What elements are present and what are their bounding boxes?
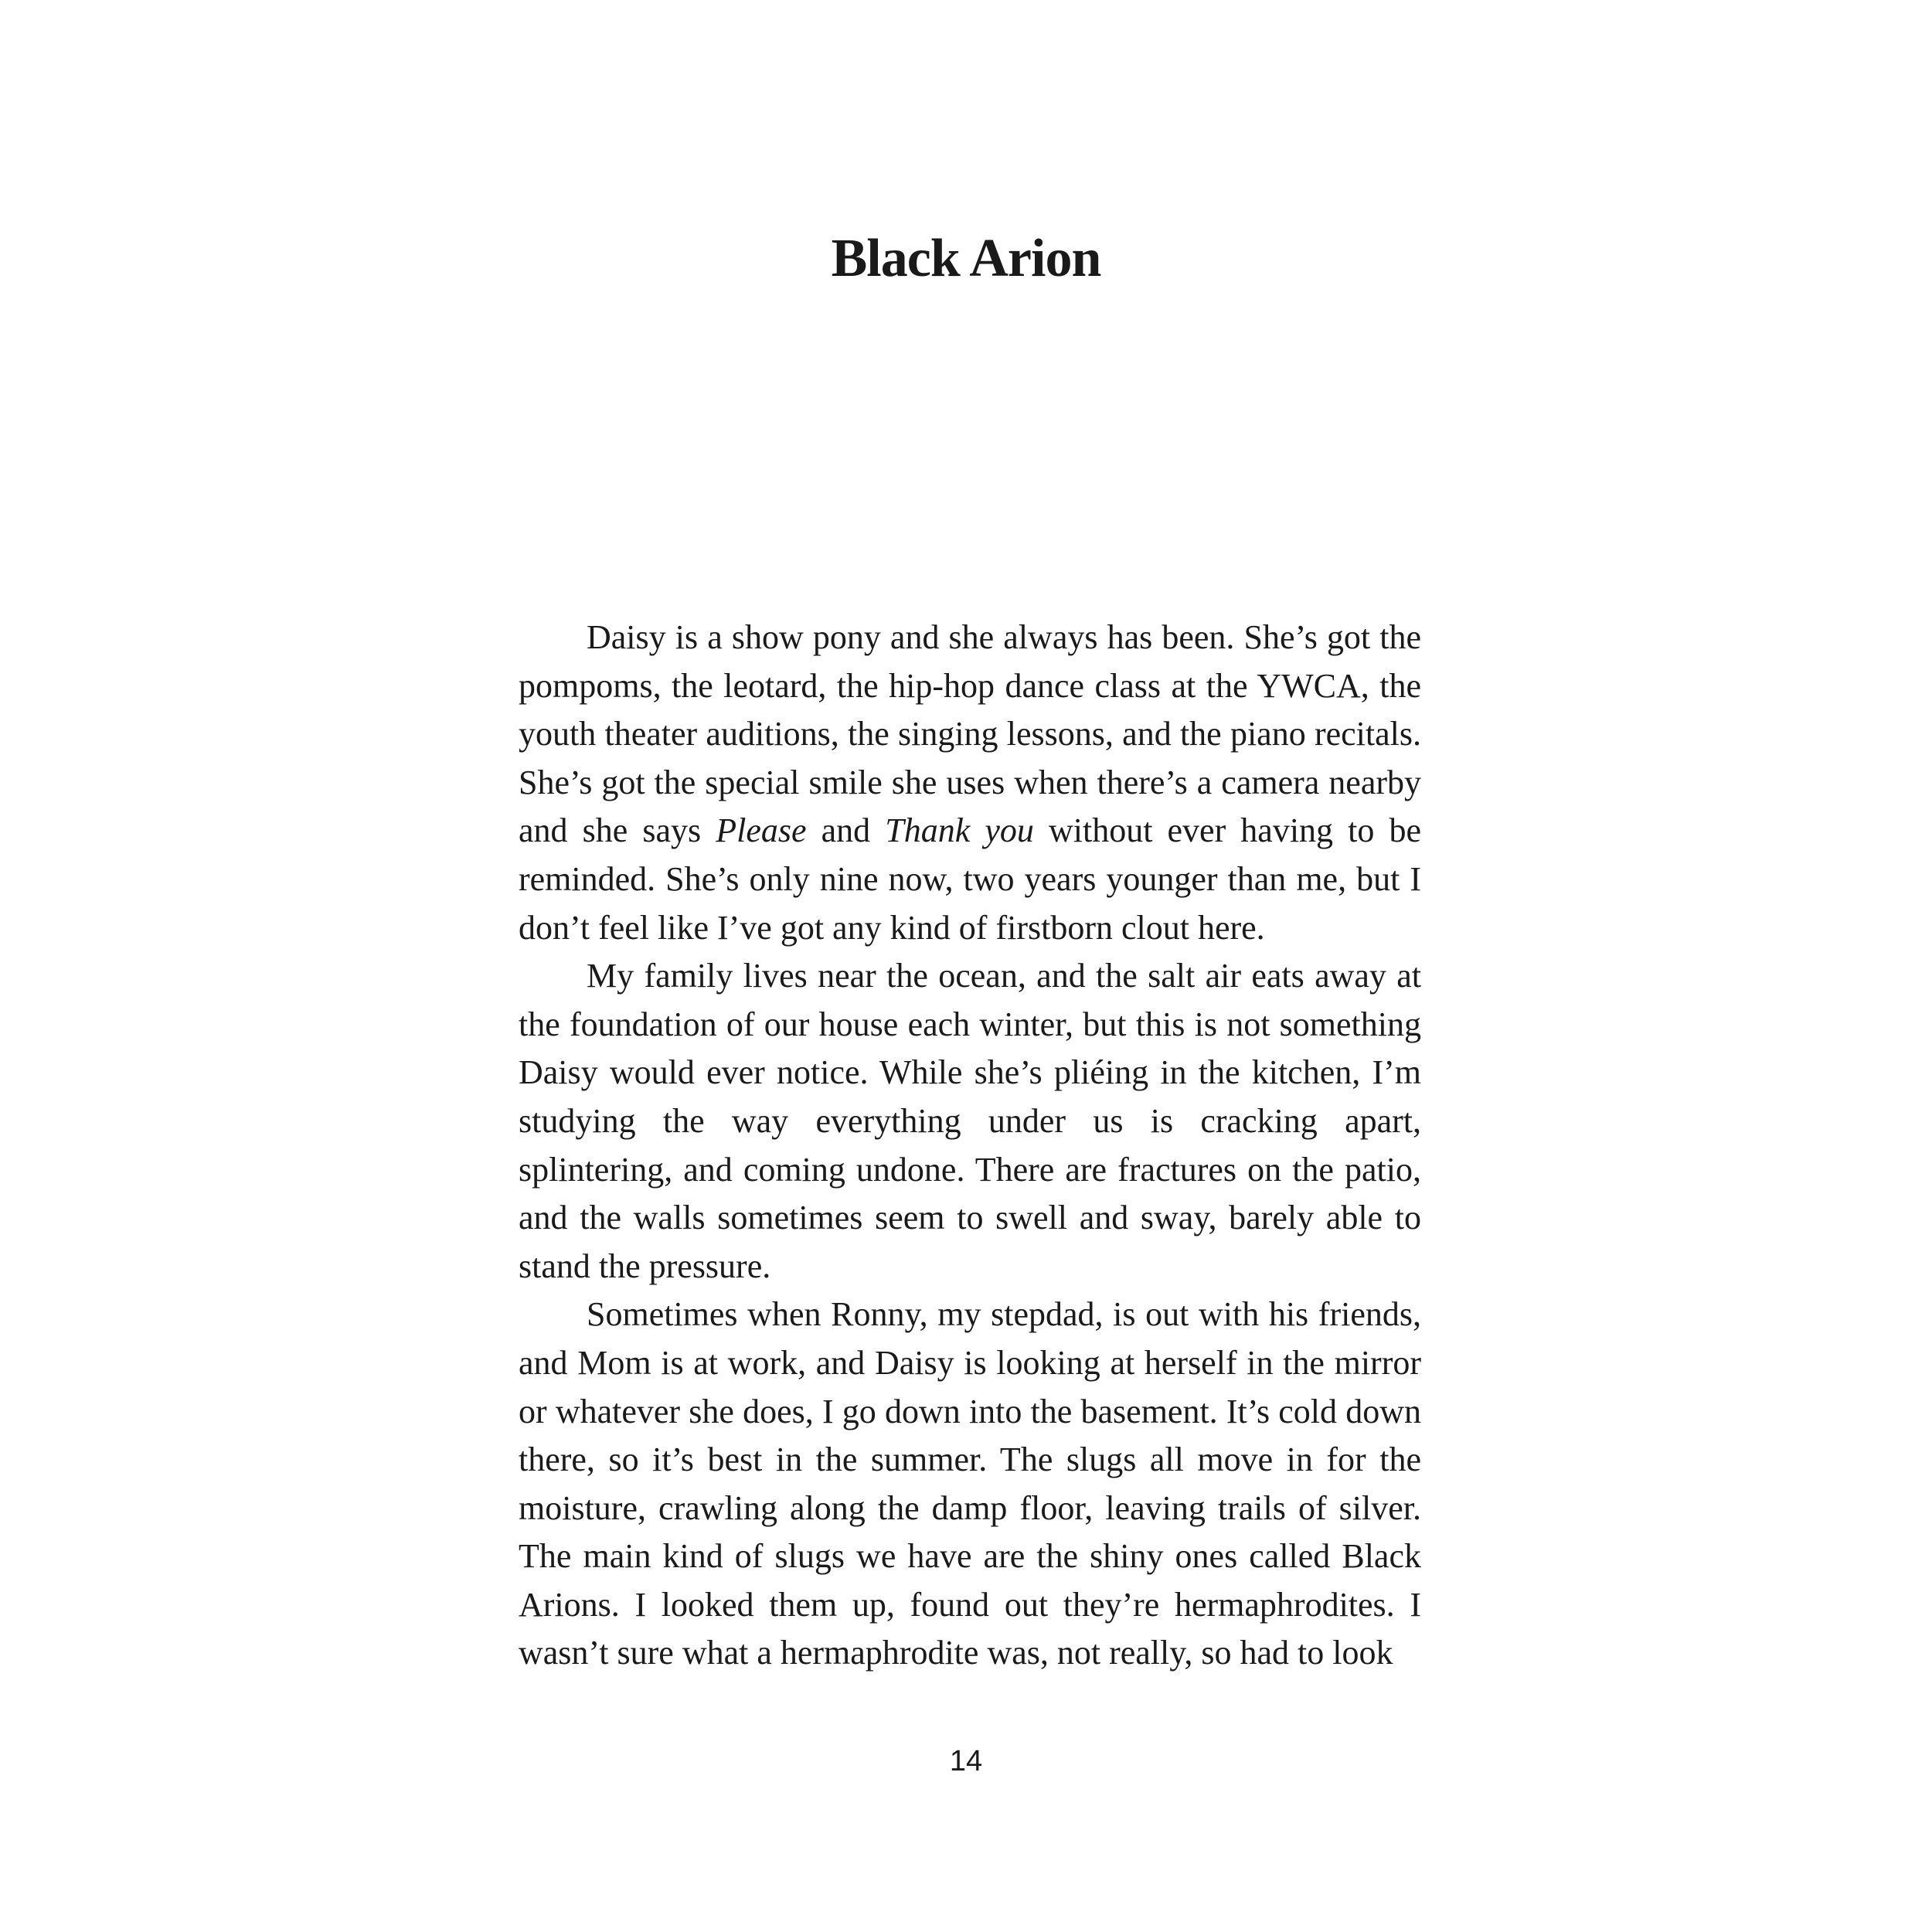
paragraph-3: Sometimes when Ronny, my stepdad, is out with his friends, and Mom is at work, and Daisy is looking at herself in the mirror or whatever she does, I go down into the basement. It’s cold down there, so it’s best in the summer. The slugs all move in for the moisture, crawling along the damp floor, leaving trails of silver. The main kind of slugs we have are the shiny ones called Black Arions. I looked them up, found out they’re hermaphrodites. I wasn’t sure what a hermaphrodite was, not really, so had to look [519, 1295, 1421, 1672]
italic-please: Please [716, 811, 807, 850]
paragraph-1 [519, 614, 1421, 952]
paragraph-1-text-c: without ever having to be reminded. She’s only nine now, two years younger than me, but I don’t feel like I’ve got any kind of firstborn clout here. [519, 811, 1421, 947]
paragraph-2: My family lives near the ocean, and the salt air eats away at the foundation of our house each winter, but this is not something Daisy would ever notice. While she’s pliéing in the kitchen, I’m studying the way everything under us is cracking apart, splintering, and coming undone. There are fractures on the patio, and the walls sometimes seem to swell and sway, barely able to stand the pressure. [519, 957, 1421, 1285]
italic-thank-you: Thank you [885, 811, 1034, 850]
body-text [519, 614, 1421, 1678]
chapter-title: Black Arion [831, 229, 1101, 288]
paragraph-1-text-b: and [806, 811, 886, 850]
page-number: 14 [949, 1745, 983, 1777]
paragraph-1-text-a: Daisy is a show pony and she always has been. She’s got the pompoms, the leotard, the hip-hop dance class at the YWCA, the youth theater auditions, the singing lessons, and the piano recitals. She’s got the special smile she uses when there’s a camera nearby and she says [519, 618, 1421, 850]
